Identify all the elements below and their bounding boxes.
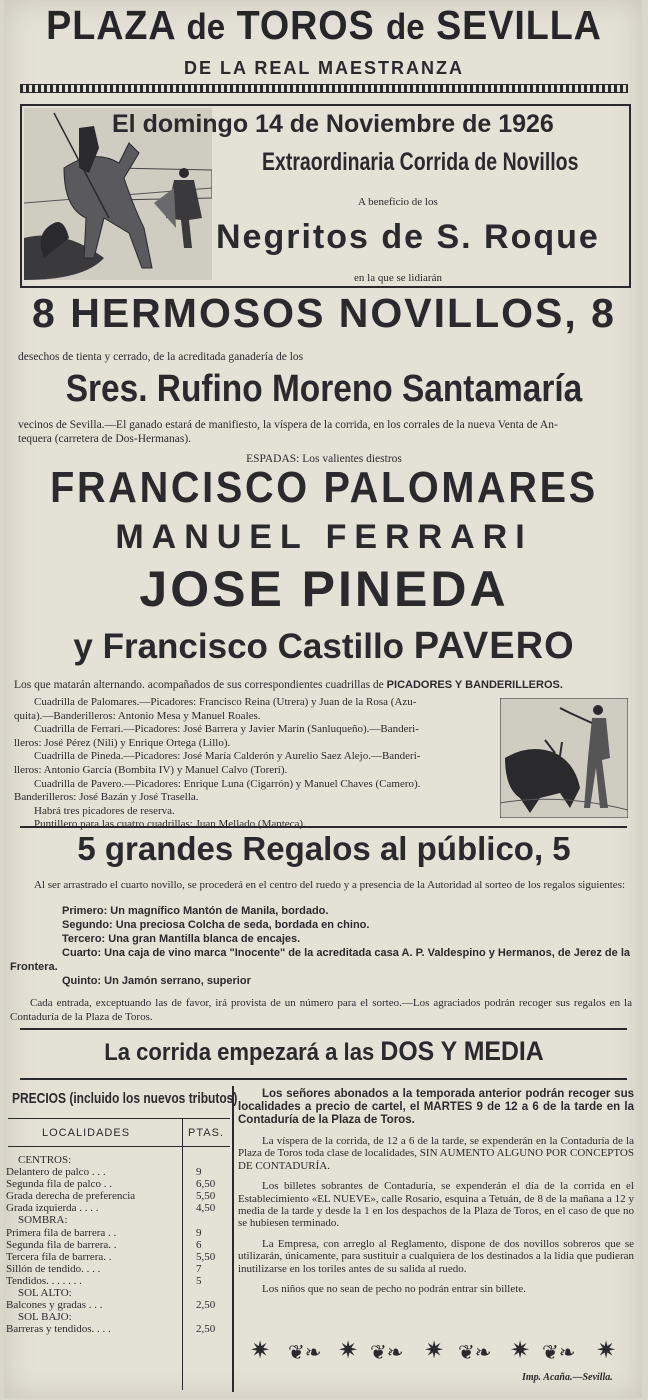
table-row: Sillón de tendido. . . . 7: [6, 1262, 202, 1275]
cuadrilla-line: Banderilleros: José Bazán y José Trasella.: [14, 791, 199, 804]
cuadrilla-line: Cuadrilla de Pineda.—Picadores: José María Calderón y Aurelio Saez Alejo.—Banderi-: [34, 750, 421, 763]
vecinos-line-2: tequera (carretera de Dos-Hermanas).: [18, 433, 192, 445]
notice-ninos: Los niños que no sean de pecho no podrán entrar sin billete.: [262, 1283, 526, 1296]
table-row: Delantero de palco . . . 9: [6, 1166, 202, 1179]
scroll-ornament-icon: ❦❧: [288, 1342, 322, 1364]
title-word: TOROS: [236, 2, 375, 48]
cuadrilla-line: Cuadrilla de Ferrari.—Picadores: José Barrera y Javier Marín (Sanluqueño).—Banderi-: [34, 723, 419, 736]
star-ornament-icon: ✷: [338, 1338, 359, 1364]
table-row: CENTROS:: [18, 1154, 72, 1166]
cuadrillas-list: [14, 696, 492, 832]
table-row: Balcones y gradas . . . 2,50: [6, 1299, 216, 1312]
matador-palomares: FRANCISCO PALOMARES: [50, 463, 598, 512]
notices-column: [238, 1088, 634, 1303]
cuadrilla-line: lleros: Antonio García (Bombita IV) y Manuel Calvo (Torerí).: [14, 763, 288, 776]
section-divider: [20, 1078, 627, 1080]
table-row: Grada izquierda . . . . 4,50: [6, 1202, 216, 1215]
event-type: Extraordinaria Corrida de Novillos: [262, 148, 579, 176]
table-rule: [8, 1146, 230, 1147]
regalos-intro: Al ser arrastrado el cuarto novillo, se procederá en el centro del ruedo y a presencia de la Autoridad al sorteo de los regalos siguientes:: [34, 879, 626, 891]
star-ornament-icon: ✷: [596, 1338, 617, 1364]
cuadrilla-line: Cuadrilla de Palomares.—Picadores: Francisco Reina (Utrera) y Juan de la Rosa (Azu-: [34, 696, 417, 708]
event-date: El domingo 14 de Noviembre de 1926: [112, 110, 554, 138]
beneficiary: Negritos de S. Roque: [216, 218, 600, 256]
poster-title: [26, 2, 622, 49]
pavero-prefix: y Francisco Castillo: [73, 627, 405, 666]
espadas-text: ESPADAS: Los valientes diestros: [246, 453, 402, 465]
torero-bull-illustration-icon: [500, 698, 628, 818]
title-word: de: [186, 6, 226, 47]
cuadrilla-line: Cuadrilla de Pavero.—Picadores: Enrique Luna (Cigarrón) y Manuel Chaves (Camero).: [34, 777, 421, 790]
prize-1: Primero: Un magnífico Mantón de Manila, bordado.: [62, 905, 329, 917]
col-ptas: PTAS.: [188, 1127, 224, 1139]
column-divider: [232, 1086, 234, 1392]
table-row: Tercera fila de barrera. . 5,50: [6, 1250, 216, 1263]
title-word: de: [386, 6, 425, 47]
prize-4: Cuarto: Una caja de vino marca "Inocente" de la acreditada casa A. P. Valdespino y Hermanos, de Jerez de la Frontera.: [10, 947, 630, 973]
imprint: Imp. Acaña.—Sevilla.: [522, 1372, 613, 1383]
vecinos-line-1: vecinos de Sevilla.—El ganado estará de manifiesto, la víspera de la corrida, en los corrales de la nueva Venta de An-: [18, 419, 558, 431]
benefit-intro: A beneficio de los: [358, 196, 438, 208]
section-divider: [20, 826, 627, 828]
regalos-note: Cada entrada, exceptuando las de favor, irá provista de un número para el sorteo.—Los agraciados podrán recoger sus regalos en la Contaduría de la Plaza de Toros.: [10, 997, 632, 1023]
notice-vispera: La víspera de la corrida, de 12 a 6 de la tarde, se expenderán en la Contaduría de la Plaza de Toros toda clase de localidades, SIN AUMENTO ALGUNO POR CONCEPTOS DE CONTADURÍA.: [238, 1135, 634, 1172]
table-row: Segunda fila de palco . . 6,50: [6, 1178, 216, 1191]
start-time: La corrida empezará a las DOS Y MEDIA: [104, 1036, 544, 1066]
table-row: Grada derecha de preferencia 5,50: [6, 1190, 216, 1203]
star-ornament-icon: ✷: [250, 1338, 271, 1364]
title-word: PLAZA: [46, 2, 176, 48]
cuadrilla-line: quita).—Banderilleros: Antonio Mesa y Manuel Roales.: [14, 709, 261, 722]
prices-table: [6, 1154, 231, 1335]
decorative-band: [20, 84, 628, 93]
cuadrillas-intro: Los que matarán alternando. acompañados de sus correspondientes cuadrillas de PICADORES Y BANDERILLEROS.: [14, 679, 563, 691]
lidiaran-text: en la que se lidiarán: [354, 272, 442, 284]
col-localidades: LOCALIDADES: [42, 1127, 131, 1139]
pavero-name: PAVERO: [413, 625, 575, 667]
prices-title: PRECIOS (incluido los nuevos tributos): [12, 1090, 238, 1107]
table-row: SOMBRA:: [18, 1214, 68, 1227]
prize-2: Segundo: Una preciosa Colcha de seda, bordada en chino.: [62, 919, 370, 931]
cuadrilla-line: Puntillero para las cuatro cuadrillas: Juan Mellado (Manteca).: [34, 818, 306, 831]
matador-ferrari: MANUEL FERRARI: [115, 518, 533, 556]
table-row: Primera fila de barrera . . 9: [6, 1226, 202, 1239]
section-divider: [20, 1028, 627, 1030]
prize-3: Tercero: Una gran Mantilla blanca de encajes.: [62, 933, 301, 945]
title-word: SEVILLA: [436, 2, 602, 48]
scroll-ornament-icon: ❦❧: [370, 1342, 404, 1364]
notice-billetes: Los billetes sobrantes de Contaduría, se expenderán el día de la corrida en el Establecimiento «EL NUEVE», calle Rosario, esquina a Tetuán, de 8 de la mañana a 12 y media de la tarde y desde la 1 en los despachos de la Plaza de Toros, en el caso de que no se hubiesen terminado.: [238, 1180, 634, 1230]
regalos-section: [10, 878, 632, 1024]
table-row: Barreras y tendidos. . . . 2,50: [6, 1323, 216, 1336]
scroll-ornament-icon: ❦❧: [542, 1342, 576, 1364]
table-row: Segunda fila de barrera. . 6: [6, 1238, 202, 1251]
cuadrilla-line: lleros: José Pérez (Nili) y Enrique Ortega (Lillo).: [14, 736, 231, 749]
regalos-headline: 5 grandes Regalos al público, 5: [77, 830, 571, 867]
star-ornament-icon: ✷: [424, 1338, 445, 1364]
poster-subtitle: DE LA REAL MAESTRANZA: [184, 58, 464, 78]
headline-novillos: 8 HERMOSOS NOVILLOS, 8: [32, 290, 616, 336]
matador-pineda: JOSE PINEDA: [139, 561, 509, 617]
cuadrilla-line: Habrá tres picadores de reserva.: [34, 804, 175, 817]
notice-empresa: La Empresa, con arreglo al Reglamento, dispone de dos novillos sobreros que se utilizarán, únicamente, para sustituir a cualquiera de los destinados a la lidia que pudieran inutilizarse en los toriles antes de su salida al ruedo.: [238, 1237, 634, 1275]
breeder-name: Sres. Rufino Moreno Santamaría: [65, 368, 583, 410]
table-row: Tendidos. . . . . . . 5: [6, 1274, 202, 1287]
matador-pavero: [0, 625, 648, 668]
desechos-text: desechos de tienta y cerrado, de la acreditada ganadería de los: [18, 351, 304, 363]
prize-5: Quinto: Un Jamón serrano, superior: [62, 975, 251, 987]
star-ornament-icon: ✷: [510, 1338, 531, 1364]
table-row: SOL BAJO:: [18, 1311, 72, 1324]
scroll-ornament-icon: ❦❧: [458, 1342, 492, 1364]
table-rule: [8, 1118, 230, 1119]
table-row: SOL ALTO:: [18, 1287, 72, 1300]
notice-abonados: Los señores abonados a la temporada anterior podrán recoger sus localidades a precio de cartel, el MARTES 9 de 12 a 6 de la tarde en la Contaduría de la Plaza de Toros.: [238, 1088, 634, 1126]
